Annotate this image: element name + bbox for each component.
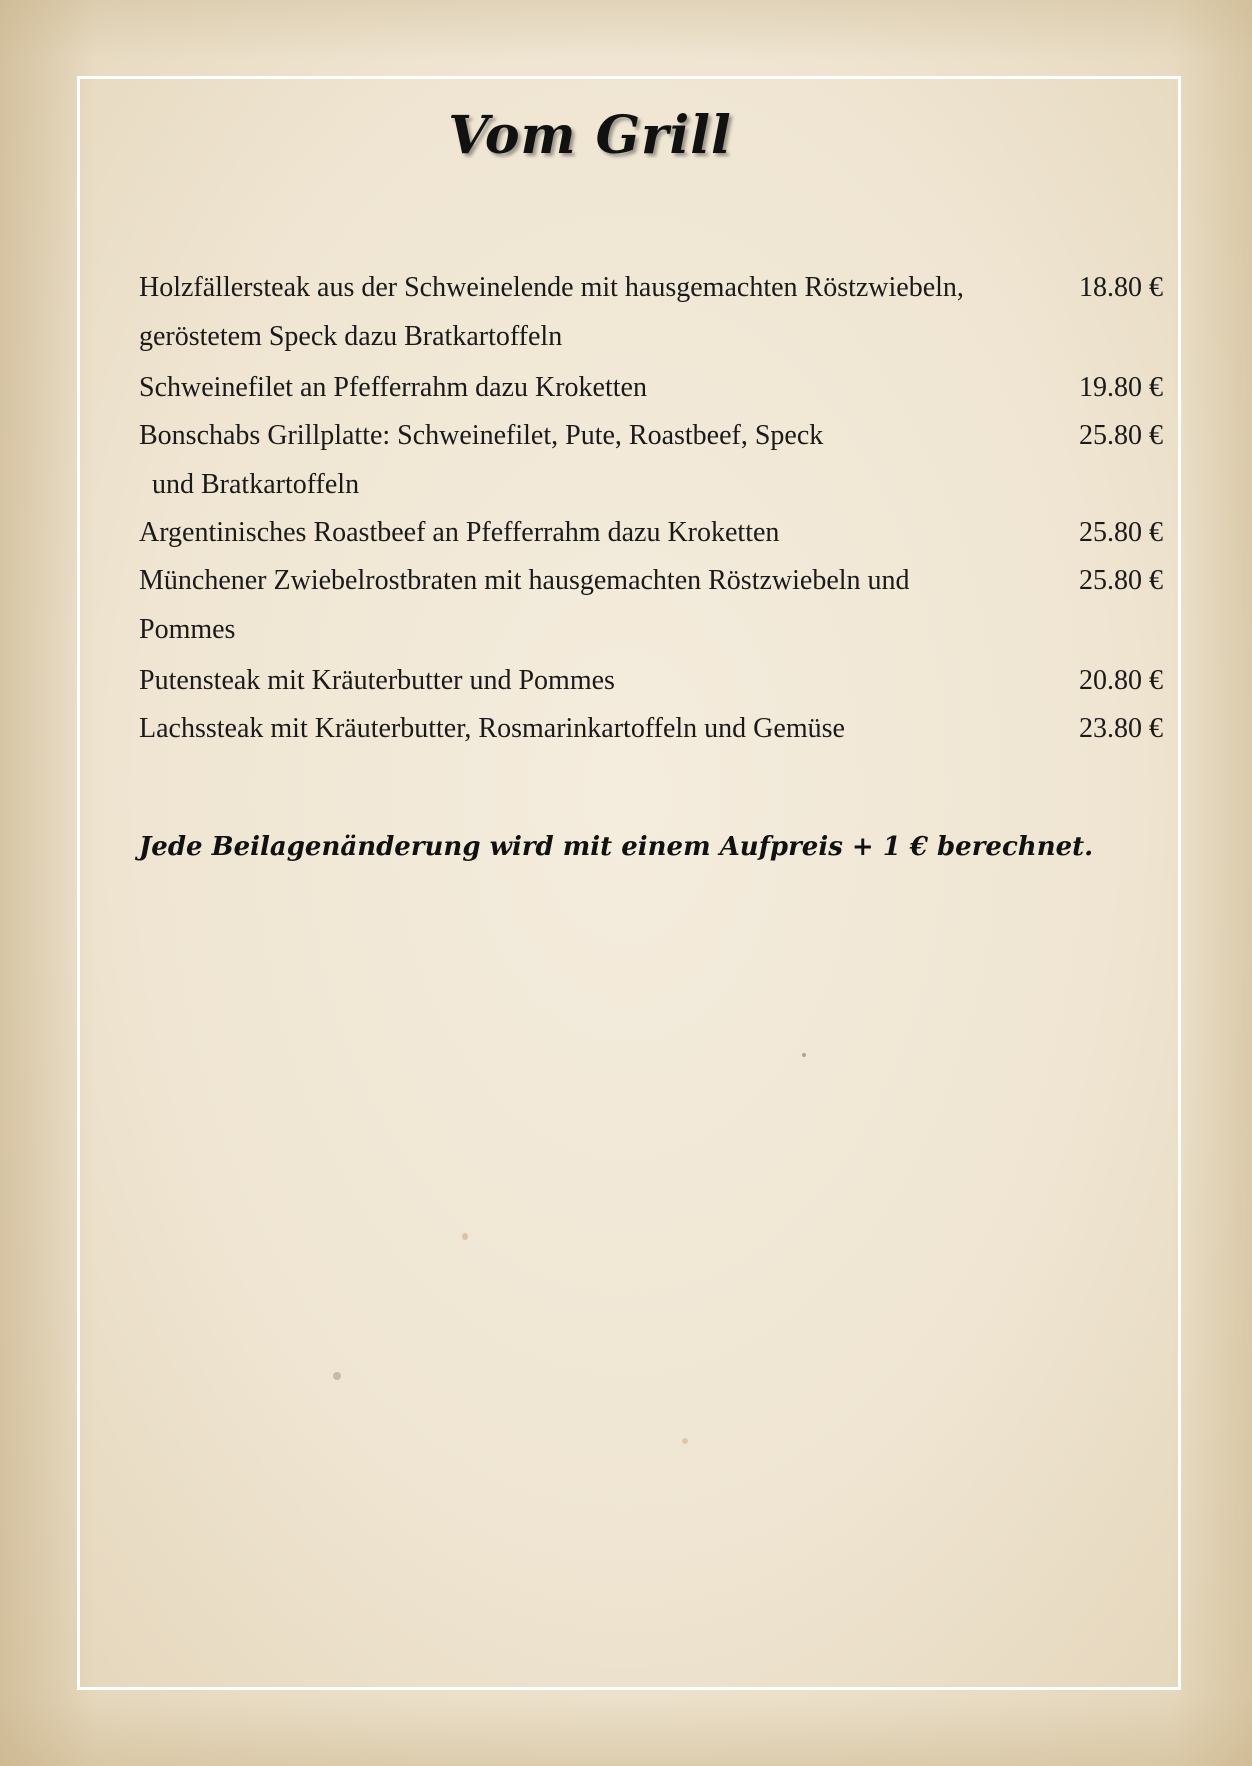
paper-edge-top [0, 0, 1252, 60]
menu-item-description: Lachssteak mit Kräuterbutter, Rosmarinkartoffeln und Gemüse [139, 713, 845, 744]
menu-item-price: 18.80 € [1079, 272, 1163, 303]
menu-item-price: 20.80 € [1079, 665, 1163, 696]
paper-edge-right [1172, 0, 1252, 1766]
menu-item-price: 25.80 € [1079, 565, 1163, 596]
paper-edge-bottom [0, 1696, 1252, 1766]
menu-item [139, 508, 1169, 557]
menu-item-description: Bonschabs Grillplatte: Schweinefilet, Pute, Roastbeef, Speck [139, 420, 824, 451]
menu-item [139, 704, 1169, 753]
menu-item-description: Holzfällersteak aus der Schweinelende mit hausgemachten Röstzwiebeln, [139, 272, 964, 303]
menu-item [139, 263, 1169, 361]
menu-item-description: Pommes [139, 614, 236, 645]
menu-item-price: 25.80 € [1079, 517, 1163, 548]
menu-item-description: geröstetem Speck dazu Bratkartoffeln [139, 321, 563, 352]
menu-item-price: 25.80 € [1079, 420, 1163, 451]
menu-item [139, 656, 1169, 705]
surcharge-note: Jede Beilagenänderung wird mit einem Aufpreis + 1 € berechnet. [139, 832, 1094, 862]
page-title: Vom Grill [448, 105, 732, 166]
menu-item-description: Schweinefilet an Pfefferrahm dazu Kroketten [139, 372, 647, 403]
menu-item [139, 363, 1169, 412]
menu-item-price: 23.80 € [1079, 713, 1163, 744]
menu-item [139, 556, 1169, 654]
menu-item-description: Argentinisches Roastbeef an Pfefferrahm dazu Kroketten [139, 517, 780, 548]
menu-item [139, 411, 1169, 509]
menu-item-price: 19.80 € [1079, 372, 1163, 403]
menu-item-description: Putensteak mit Kräuterbutter und Pommes [139, 665, 615, 696]
menu-item-description: und Bratkartoffeln [152, 469, 360, 500]
menu-item-description: Münchener Zwiebelrostbraten mit hausgemachten Röstzwiebeln und [139, 565, 910, 596]
